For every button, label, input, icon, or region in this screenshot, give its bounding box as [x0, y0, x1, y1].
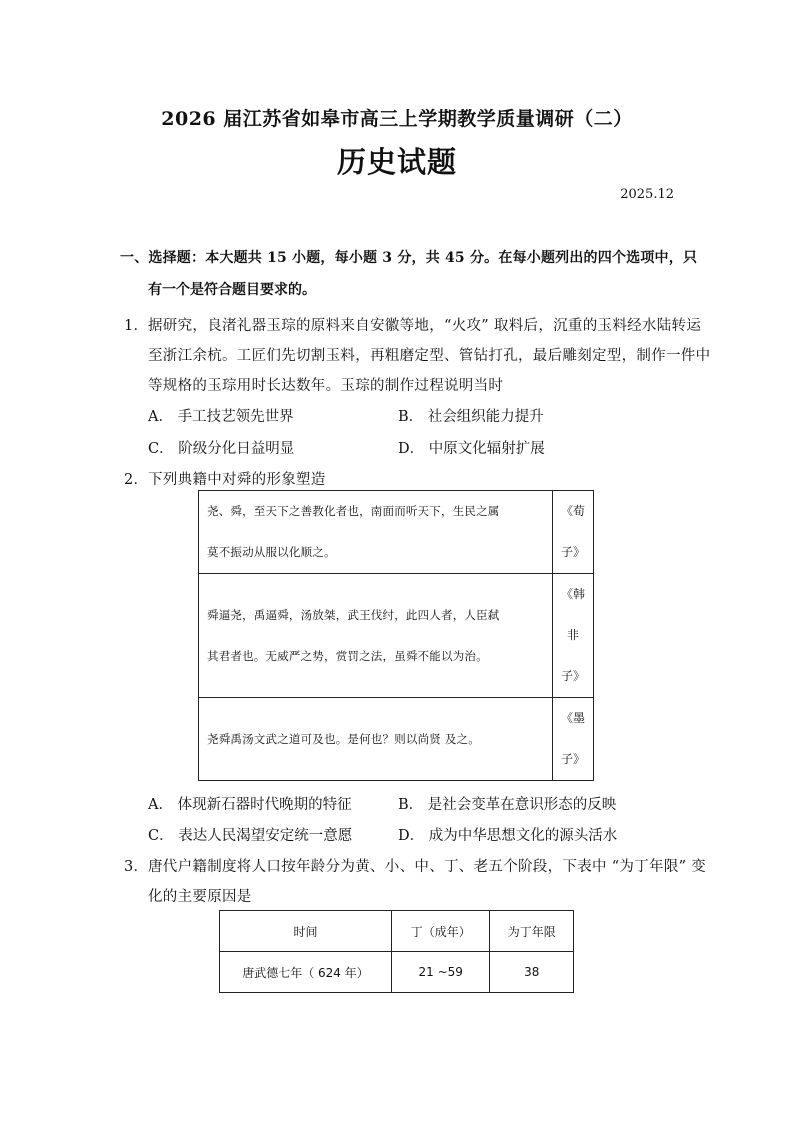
question-text-line: 唐代户籍制度将人口按年龄分为黄、小、中、丁、老五个阶段，下表中 “为丁年限” 变 [148, 859, 707, 875]
table-row [199, 698, 594, 781]
question-number: 3． [124, 859, 149, 875]
question-text-line: 据研究，良渚礼器玉琮的原料来自安徽等地，“火攻” 取料后，沉重的玉料经水陆转运 [148, 318, 702, 334]
table-row [199, 491, 594, 574]
subject-title: 历史试题 [336, 145, 457, 179]
table-cell: 38 [490, 952, 574, 993]
question-text-line: 下列典籍中对舜的形象塑造 [148, 472, 326, 488]
source-cell [553, 491, 594, 574]
option-a: A． 手工技艺领先世界 [148, 409, 294, 425]
option-a: A． 体现新石器时代晚期的特征 [148, 797, 352, 813]
quote-line: 莫不振动从服以化顺之。 [207, 545, 336, 559]
header-cell: 时间 [220, 911, 392, 952]
header-cell: 为丁年限 [490, 911, 574, 952]
source-line: 《墨 [560, 711, 585, 725]
table-cell: 唐武德七年（ 624 年） [220, 952, 392, 993]
source-line: 子》 [560, 669, 585, 683]
question-text-line: 至浙江余杭。工匠们先切割玉料，再粗磨定型、管钻打孔，最后雕刻定型，制作一件中 [148, 348, 711, 364]
option-d: D． 中原文化辐射扩展 [398, 441, 545, 457]
source-line: 子》 [560, 545, 585, 559]
quote-cell [199, 491, 553, 574]
option-c: C． 阶级分化日益明显 [148, 441, 295, 457]
table-row [220, 952, 574, 993]
table-cell: 21 ~59 [391, 952, 489, 993]
option-d: D． 成为中华思想文化的源头活水 [398, 828, 618, 844]
question-number: 2． [124, 472, 149, 488]
exam-title: 2026 届江苏省如皋市高三上学期教学质量调研（二） [161, 108, 633, 130]
option-b: B． 社会组织能力提升 [398, 409, 544, 425]
option-b: B． 是社会变革在意识形态的反映 [398, 797, 617, 813]
section-heading-continued: 有一个是符合题目要求的。 [148, 282, 316, 298]
quote-line: 尧、舜，至天下之善教化者也，南面而听天下，生民之属 [207, 504, 500, 518]
quotes-table [198, 490, 594, 781]
question-text-line: 等规格的玉琮用时长达数年。玉琮的制作过程说明当时 [148, 378, 504, 394]
source-cell [553, 698, 594, 781]
question-text-line: 化的主要原因是 [148, 889, 252, 905]
section-heading: 一、选择题：本大题共 15 小题，每小题 3 分，共 45 分。在每小题列出的四个选项中，只 [120, 250, 698, 266]
header-cell: 丁（成年） [391, 911, 489, 952]
quote-cell [199, 698, 553, 781]
quote-line: 其君者也。无威严之势，赏罚之法，虽舜不能以为治。 [207, 648, 488, 663]
age-table [219, 910, 574, 993]
table-row [199, 574, 594, 698]
source-line: 非 [566, 628, 579, 642]
exam-date: 2025.12 [620, 187, 674, 202]
source-line: 《荀 [560, 504, 585, 518]
source-line: 子》 [560, 752, 585, 766]
option-c: C． 表达人民渴望安定统一意愿 [148, 828, 353, 844]
table-header-row [220, 911, 574, 952]
quote-line: 尧舜禹汤文武之道可及也。是何也？则以尚贤 及之。 [207, 731, 480, 746]
source-cell [553, 574, 594, 698]
question-number: 1． [124, 318, 149, 334]
quote-line: 舜逼尧，禹逼舜，汤放桀，武王伐纣，此四人者，人臣弑 [207, 607, 500, 622]
source-line: 《韩 [560, 587, 585, 601]
quote-cell [199, 574, 553, 698]
